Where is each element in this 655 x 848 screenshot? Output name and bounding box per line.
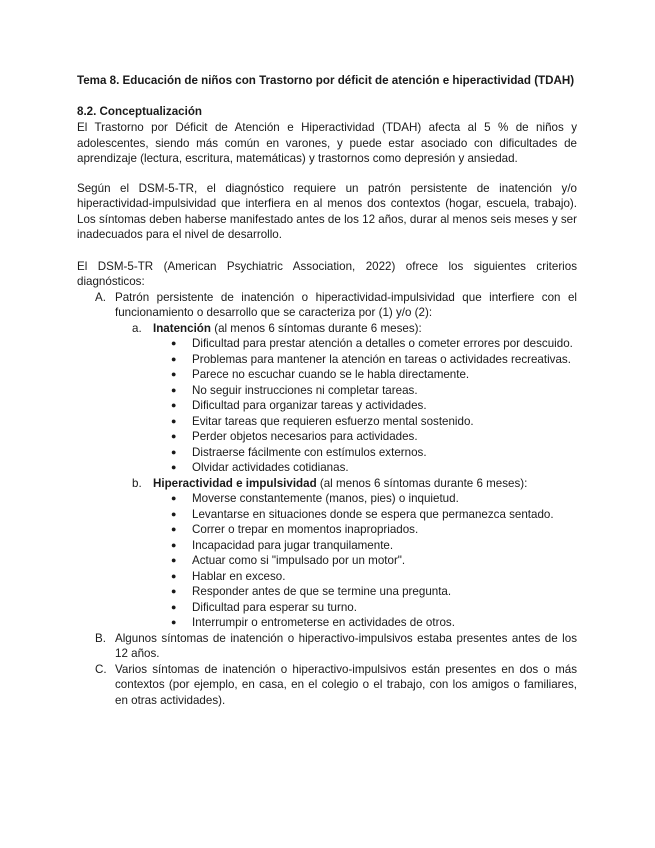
bullet-icon: ●: [171, 570, 177, 581]
symptom-list-item: [153, 538, 577, 554]
subcriterion-b-label: Hiperactividad e impulsividad: [153, 476, 317, 490]
bullet-icon: ●: [171, 338, 177, 348]
symptom-list-item: [153, 383, 577, 399]
bullet-icon: ●: [171, 369, 177, 379]
symptom-list-item: [153, 460, 577, 476]
symptom-list-item: [153, 445, 577, 461]
symptom-text: Hablar en exceso.: [192, 569, 286, 583]
symptom-text: Dificultad para organizar tareas y actividades.: [192, 399, 427, 412]
criterion-c: [77, 662, 577, 709]
criterion-a-sublist: [115, 321, 577, 631]
section-heading: 8.2. Conceptualización: [77, 105, 202, 118]
bullet-icon: ●: [171, 601, 177, 612]
subcriterion-a-rest: (al menos 6 síntomas durante 6 meses):: [210, 321, 422, 335]
symptom-list-item: [153, 600, 577, 616]
criteria-list: [77, 290, 577, 709]
criterion-a: [77, 290, 577, 631]
symptom-list-item: [153, 584, 577, 600]
symptom-text: Actuar como si "impulsado por un motor".: [192, 554, 406, 567]
bullet-icon: ●: [171, 493, 177, 503]
bullet-icon: ●: [171, 384, 177, 395]
subcriterion-a-label: Inatención: [153, 321, 211, 335]
symptom-list-item: [153, 367, 577, 383]
hiperactividad-symptom-list: [153, 491, 577, 631]
paragraph-intro: El Trastorno por Déficit de Atención e Hiperactividad (TDAH) afecta al 5 % de niños y adolescentes, siendo más común en varones, y puede estar asociado con dificultades de aprendizaje (lectura, escritura, matemáticas) y trastornos como depresión y ansiedad.: [77, 121, 577, 165]
bullet-icon: ●: [171, 462, 177, 472]
symptom-text: Perder objetos necesarios para actividades.: [192, 430, 418, 443]
paragraph-dsm-criteria-intro: El DSM-5-TR (American Psychiatric Association, 2022) ofrece los siguientes criterios diagnósticos:: [77, 259, 577, 288]
symptom-list-item: [153, 491, 577, 507]
symptom-list-item: [153, 429, 577, 445]
subcriterion-b-marker: b.: [132, 476, 142, 490]
symptom-text: Moverse constantemente (manos, pies) o inquietud.: [192, 492, 459, 505]
symptom-text: Interrumpir o entrometerse en actividades de otros.: [192, 616, 455, 629]
subcriterion-hiperactividad: [115, 476, 577, 631]
bullet-icon: ●: [171, 539, 177, 550]
criterion-b: [77, 631, 577, 662]
symptom-text: Olvidar actividades cotidianas.: [192, 461, 349, 474]
symptom-list-item: [153, 615, 577, 631]
bullet-icon: ●: [171, 446, 177, 457]
symptom-text: Dificultad para esperar su turno.: [192, 600, 357, 614]
criterion-c-marker: C.: [95, 662, 107, 676]
criterion-b-marker: B.: [95, 631, 106, 645]
symptom-list-item: [153, 553, 577, 569]
bullet-icon: ●: [171, 508, 177, 519]
symptom-text: Evitar tareas que requieren esfuerzo mental sostenido.: [192, 414, 474, 428]
bullet-icon: ●: [171, 353, 177, 364]
symptom-text: Problemas para mantener la atención en tareas o actividades recreativas.: [192, 352, 571, 366]
symptom-text: Parece no escuchar cuando se le habla directamente.: [192, 368, 470, 381]
symptom-text: Correr o trepar en momentos inapropriados.: [192, 523, 419, 536]
subcriterion-b-rest: (al menos 6 síntomas durante 6 meses):: [316, 476, 528, 490]
symptom-text: Incapacidad para jugar tranquilamente.: [192, 538, 394, 552]
symptom-list-item: [153, 352, 577, 368]
bullet-icon: ●: [171, 555, 177, 565]
inatencion-symptom-list: [153, 336, 577, 476]
symptom-text: Responder antes de que se termine una pregunta.: [192, 585, 452, 598]
criterion-b-text: Algunos síntomas de inatención o hiperactivo-impulsivos estaba presentes antes de los 12 años.: [115, 631, 577, 660]
bullet-icon: ●: [171, 524, 177, 534]
document-title: Tema 8. Educación de niños con Trastorno por déficit de atención e hiperactividad (TDAH): [77, 74, 575, 87]
bullet-icon: ●: [171, 586, 177, 596]
bullet-icon: ●: [171, 431, 177, 441]
symptom-list-item: [153, 522, 577, 538]
subcriterion-a-marker: a.: [132, 321, 142, 335]
criterion-c-text: Varios síntomas de inatención o hiperactivo-impulsivos están presentes en dos o más contextos (por ejemplo, en casa, en el colegio o el trabajo, con los amigos o familiares, en otras actividades).: [115, 662, 577, 707]
criterion-a-marker: A.: [95, 290, 106, 304]
subcriterion-inatencion: [115, 321, 577, 476]
symptom-list-item: [153, 569, 577, 585]
symptom-list-item: [153, 398, 577, 414]
bullet-icon: ●: [171, 617, 177, 627]
criterion-a-text: Patrón persistente de inatención o hiperactividad-impulsividad que interfiere con el funcionamiento o desarrollo que se caracteriza por (1) y/o (2):: [115, 290, 577, 319]
symptom-list-item: [153, 507, 577, 523]
symptom-text: No seguir instrucciones ni completar tareas.: [192, 383, 418, 397]
paragraph-dsm-requirements: Según el DSM-5-TR, el diagnóstico requiere un patrón persistente de inatención y/o hiperactividad-impulsividad que interfiera en al menos dos contextos (hogar, escuela, trabajo). Los síntomas deben haberse manifestado antes de los 12 años, durar al menos seis meses y ser inadecuados para el nivel de desarrollo.: [77, 181, 577, 241]
bullet-icon: ●: [171, 415, 177, 426]
symptom-list-item: [153, 336, 577, 352]
symptom-list-item: [153, 414, 577, 430]
symptom-text: Levantarse en situaciones donde se espera que permanezca sentado.: [192, 507, 554, 521]
bullet-icon: ●: [171, 400, 177, 410]
symptom-text: Dificultad para prestar atención a detalles o cometer errores por descuido.: [192, 337, 573, 350]
symptom-text: Distraerse fácilmente con estímulos externos.: [192, 445, 427, 459]
